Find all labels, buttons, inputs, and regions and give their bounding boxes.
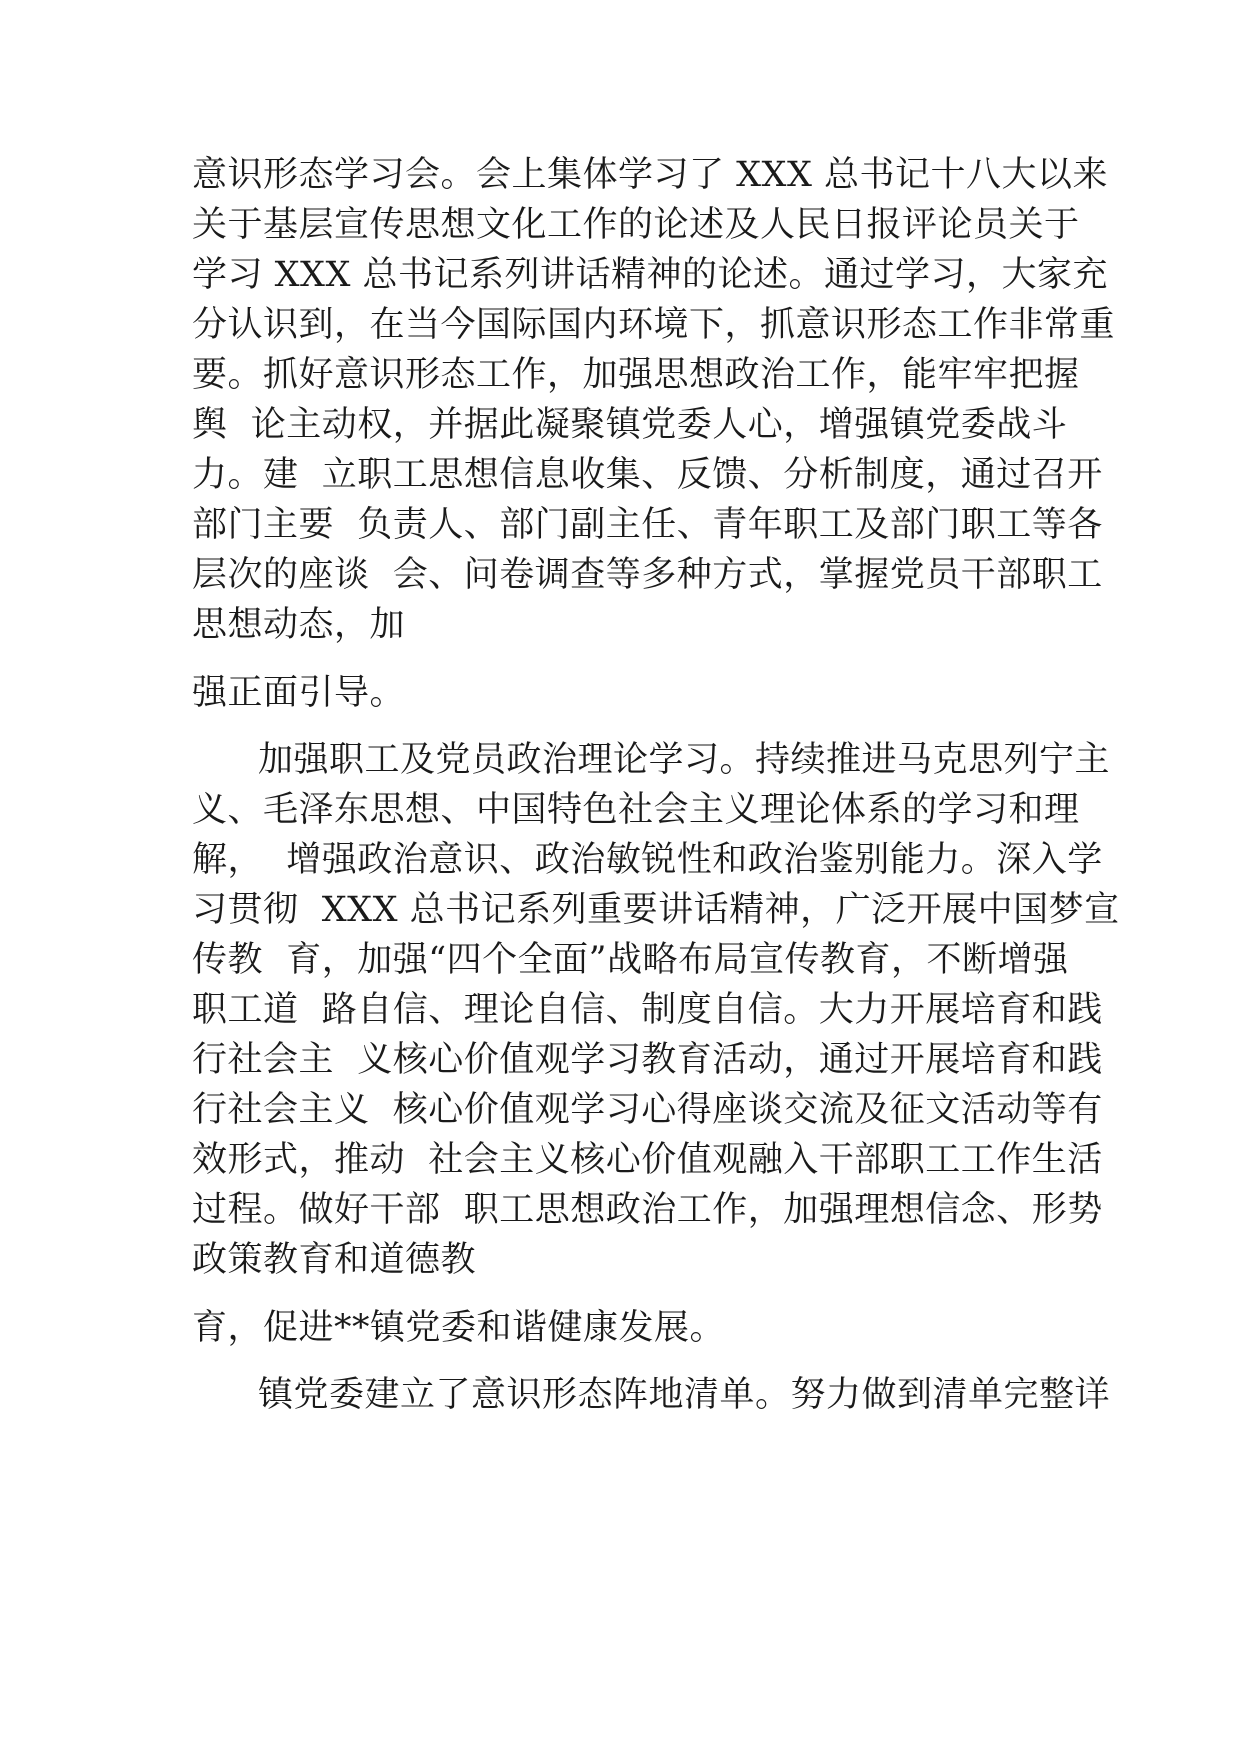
text-line: 政策教育和道德教 (192, 1240, 477, 1280)
paragraph-start-line: 镇党委建立了意识形态阵地清单。努力做到清单完整详 (258, 1375, 1111, 1415)
text-line: 力。建 立职工思想信息收集、反馈、分析制度，通过召开 (192, 455, 1103, 495)
text-line: 育，促进**镇党委和谐健康发展。 (192, 1308, 726, 1348)
text-line: 行社会主 义核心价值观学习教育活动，通过开展培育和践 (192, 1040, 1103, 1080)
text-line: 传教 育，加强“四个全面”战略布局宣传教育，不断增强 (192, 940, 1069, 980)
text-line: 学习 XXX 总书记系列讲话精神的论述。通过学习，大家充 (192, 255, 1109, 295)
text-line: 舆 论主动权，并据此凝聚镇党委人心，增强镇党委战斗 (192, 405, 1068, 445)
text-line: 部门主要 负责人、部门副主任、青年职工及部门职工等各 (192, 505, 1103, 545)
text-line: 意识形态学习会。会上集体学习了 XXX 总书记十八大以来 (192, 155, 1109, 195)
text-line: 要。抓好意识形态工作，加强思想政治工作，能牢牢把握 (192, 355, 1080, 395)
text-line: 习贯彻 XXX 总书记系列重要讲话精神，广泛开展中国梦宣 (192, 890, 1120, 930)
text-line: 效形式，推动 社会主义核心价值观融入干部职工工作生活 (192, 1140, 1103, 1180)
text-line: 层次的座谈 会、问卷调查等多种方式，掌握党员干部职工 (192, 555, 1103, 595)
text-line: 强正面引导。 (192, 673, 406, 713)
text-line: 关于基层宣传思想文化工作的论述及人民日报评论员关于 (192, 205, 1080, 245)
text-line: 分认识到，在当今国际国内环境下，抓意识形态工作非常重 (192, 305, 1116, 345)
text-line: 职工道 路自信、理论自信、制度自信。大力开展培育和践 (192, 990, 1103, 1030)
text-line: 解， 增强政治意识、政治敏锐性和政治鉴别能力。深入学 (192, 840, 1103, 880)
text-line: 思想动态，加 (192, 605, 406, 645)
text-line: 义、毛泽东思想、中国特色社会主义理论体系的学习和理 (192, 790, 1080, 830)
text-line: 行社会主义 核心价值观学习心得座谈交流及征文活动等有 (192, 1090, 1103, 1130)
text-line: 过程。做好干部 职工思想政治工作，加强理想信念、形势 (192, 1190, 1103, 1230)
paragraph-start-line: 加强职工及党员政治理论学习。持续推进马克思列宁主 (258, 740, 1111, 780)
